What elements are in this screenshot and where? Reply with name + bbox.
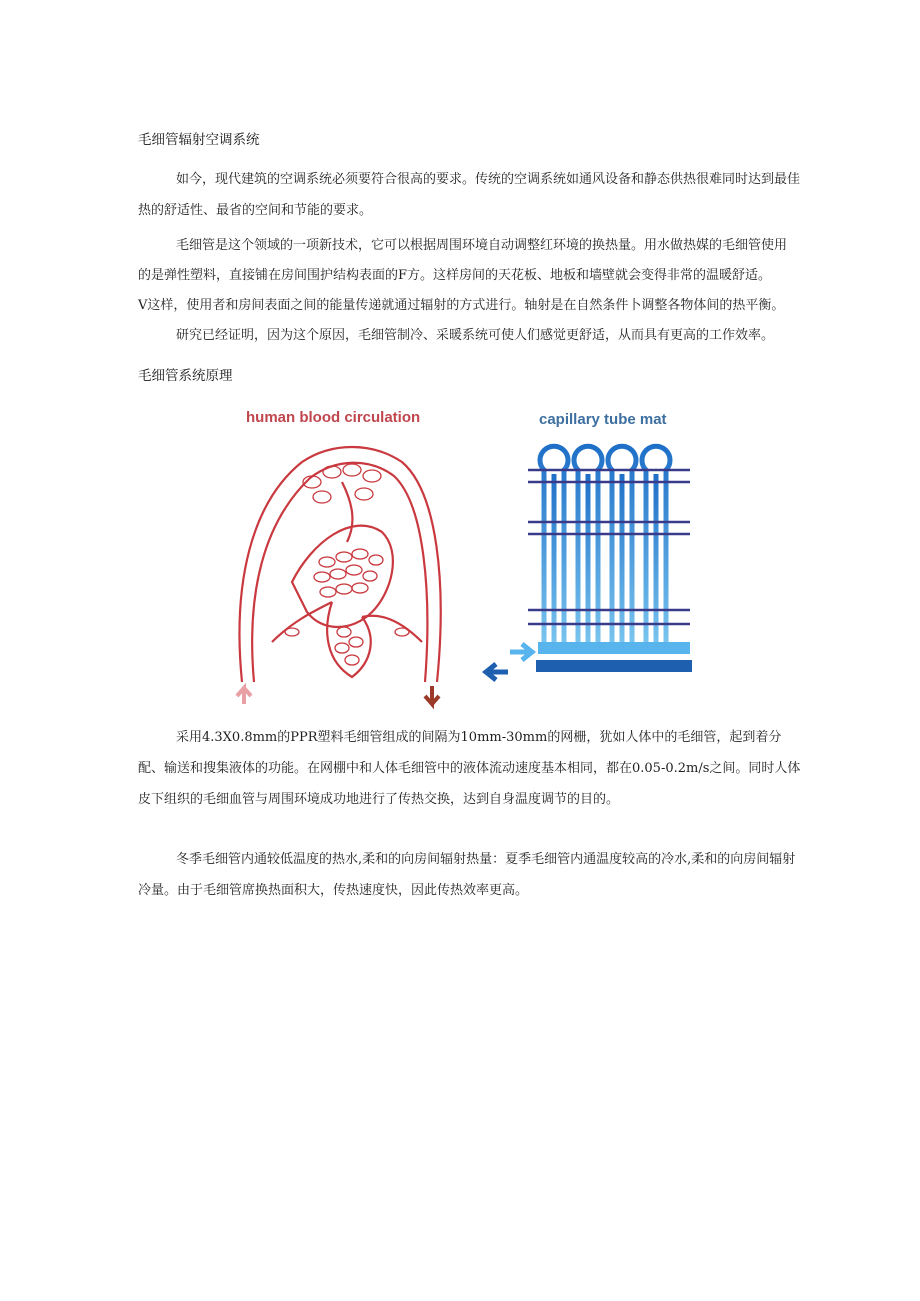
paragraph-intro: 如今，现代建筑的空调系统必须要符合很高的要求。传统的空调系统如通风设备和静态供热很难同时达到最佳热的舒适性、最省的空间和节能的要求。	[138, 172, 801, 218]
flow-arrows-icon	[486, 644, 532, 680]
paragraph-technology-line3: V这样，使用者和房间表面之间的能量传递就通过辐射的方式进行。轴射是在自然条件卜调整各物体间的热平衡。	[138, 298, 785, 313]
paragraph-technology-line1: 毛细管是这个领域的一项新技术，它可以根据周围环境自动调整红环境的换热量。用水做热媒的毛细管使用	[176, 238, 788, 253]
arrow-up-icon	[237, 688, 251, 704]
section-heading-capillary-ac: 毛细管辐射空调系统	[138, 132, 260, 148]
figure-title-capillary-mat: capillary tube mat	[539, 411, 667, 428]
paragraph-research: 研究已经证明，因为这个原因，毛细管制冷、采暖系统可使人们感觉更舒适，从而具有更高的工作效率。	[176, 328, 775, 343]
paragraph-seasonal-operation: 冬季毛细管内通较低温度的热水,柔和的向房间辐射热量：夏季毛细管内通温度较高的冷水,柔和的向房间辐射冷量。由于毛细管席换热面积大，传热速度快，因此传热效率更高。	[138, 852, 796, 898]
paragraph-ppr-mesh: 采用4.3X0.8mm的PPR塑料毛细管组成的间隔为10mm-30mm的网栅，犹如人体中的毛细管，起到着分配、输送和搜集液体的功能。在网棚中和人体毛细管中的液体流动速度基本相同，都在0.05-0.2m/s之间。同时人体皮下组织的毛细血管与周围环境成功地进行了传热交换，达到自身温度调节的目的。	[138, 730, 801, 807]
section-heading-principle: 毛细管系统原理	[138, 368, 233, 384]
capillary-tube-mat-illustration	[478, 440, 698, 684]
paragraph-technology-line2: 的是弹性塑料，直接铺在房间围护结构表面的F方。这样房间的天花板、地板和墙壁就会变得非常的温暖舒适。	[138, 268, 772, 283]
blood-circulation-illustration	[232, 442, 452, 720]
figure-title-blood-circulation: human blood circulation	[246, 409, 421, 426]
arrow-down-icon	[425, 686, 439, 704]
